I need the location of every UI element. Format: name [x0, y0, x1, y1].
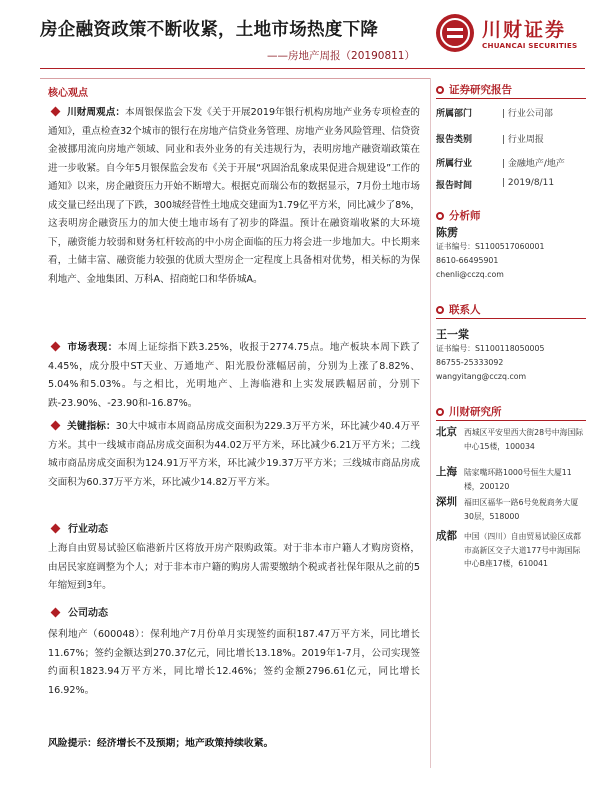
para-lead: 关键指标： [67, 421, 116, 432]
para-lead: 川财周观点： [67, 107, 126, 118]
para-market [48, 339, 420, 413]
analyst-cert: 证书编号：S1100517060001 [436, 242, 545, 251]
report-title: 房企融资政策不断收紧，土地市场热度下降 [40, 20, 379, 40]
subtitle-divider [40, 78, 430, 79]
bullet-diamond-icon [51, 107, 61, 117]
contact-name: 王一棠 [436, 328, 469, 341]
sidebar-divider [436, 98, 586, 99]
company-text: 保利地产（600048）：保利地产7月份单月实现签约面积187.47万平方米，同比增长11.67%；签约金额达到270.37亿元，同比增长13.18%。2019年1-7月，公司实现签约面积1823.94万平方米，同比增长12.46%；签约金额2796.61亿元，同比增长16.92%。 [48, 629, 420, 696]
bullet-diamond-icon [51, 608, 61, 618]
report-head: 证券研究报告 [436, 82, 512, 97]
para-text: 本周银保监会下发《关于开展2019年银行机构房地产业务专项检查的通知》，重点检查32个城市的银行在房地产信贷业务管理、房地产业务风险管理、信贷资金被挪用流向房地产领域、同业和表外业务的有关违规行为，表明房地产融资端政策在进一步收紧。自今年5月银保监会发布《关于开展“巩固治乱象成果促进合规建设”工作的通知》以来，房企融资压力开始不断增大。根据克而瑞公布的数据显示，7月份土地市场成交量已经出现了下跌，300城经营性土地成交建面为1.79亿平方米，同比减少了8%，这表明房企融资压力的加大使土地市场有了初步的降温。预计在融资端收紧的大环境下，融资能力较弱和财务杠杆较高的中小房企面临的压力将会进一步地加大。中长期来看，土储丰富、融资能力较强的优质大型房企一定程度上具备相对优势，相关标的为保利地产、金地集团、万科A、招商蛇口和华侨城A。 [48, 107, 420, 285]
header-divider [40, 68, 585, 69]
office-address: 陆家嘴环路1000号恒生大厦11楼，200120 [464, 468, 572, 491]
circle-bullet-icon [436, 86, 444, 94]
contact-cert: 证书编号：S1100118050005 [436, 344, 545, 353]
para-weekly-view [48, 104, 420, 289]
logo-text-en: CHUANCAI SECURITIES [482, 41, 578, 50]
circle-bullet-icon [436, 306, 444, 314]
main-column [40, 82, 430, 772]
office-city: 成都 [436, 530, 457, 542]
contact-phone: 86755-25333092 [436, 358, 504, 367]
contact-head: 联系人 [436, 302, 481, 317]
sidebar-divider [436, 420, 586, 421]
office-address: 福田区福华一路6号免税商务大厦30层，518000 [464, 498, 579, 521]
circle-bullet-icon [436, 212, 444, 220]
office-address: 中国（四川）自由贸易试验区成都市高新区交子大道177号中海国际中心B座17楼，610041 [464, 532, 581, 568]
company-logo [436, 14, 586, 54]
column-divider [430, 78, 431, 768]
bullet-diamond-icon [51, 342, 61, 352]
analyst-head: 分析师 [436, 208, 481, 223]
contact-email[interactable]: wangyitang@cczq.com [436, 372, 527, 381]
institute-head: 川财研究所 [436, 404, 502, 419]
logo-emblem-icon [436, 14, 474, 52]
logo-text-cn: 川财证券 [482, 19, 567, 41]
circle-bullet-icon [436, 408, 444, 416]
bullet-diamond-icon [51, 421, 61, 431]
analyst-phone: 8610-66495901 [436, 256, 499, 265]
analyst-email[interactable]: chenli@cczq.com [436, 270, 504, 279]
analyst-name: 陈雳 [436, 226, 458, 239]
industry-head: 行业动态 [48, 520, 108, 535]
para-text: 30大中城市本周商品房成交面积为229.3万平方米，环比减少40.4万平方米。其中一线城市商品房成交面积为44.02万平方米，环比减少6.21万平方米；二线城市商品房成交面积为124.91万平方米，环比减少19.37万平方米；三线城市商品房成交面积为60.37万平方米，环比减少14.82万平方米。 [48, 421, 420, 488]
risk-warning: 风险提示：经济增长不及预期；地产政策持续收紧。 [48, 738, 274, 749]
office-city: 北京 [436, 426, 457, 438]
office-city: 上海 [436, 466, 457, 478]
report-subtitle: ——房地产周报（20190811） [267, 50, 415, 62]
office-address: 西城区平安里西大街28号中海国际中心15楼，100034 [464, 428, 584, 451]
para-lead: 市场表现： [67, 342, 118, 353]
sidebar-divider [436, 318, 586, 319]
bullet-diamond-icon [51, 524, 61, 534]
para-indicators [48, 418, 420, 492]
para-text: 本周上证综指下跌3.25%，收报于2774.75点。地产板块本周下跌了4.45%，成分股中ST天业、万通地产、阳光股份涨幅居前，分别为上涨了8.82%、5.04%和5.03%。与之相比，光明地产、上海临港和上实发展跌幅居前，分别下跌-23.90%、-23.90和-16.87%。 [48, 342, 420, 409]
company-head: 公司动态 [48, 604, 108, 619]
office-city: 深圳 [436, 496, 457, 508]
industry-text: 上海自由贸易试验区临港新片区将放开房产限购政策。对于非本市户籍人才购房资格，由居民家庭调整为个人；对于非本市户籍的购房人需要缴纳个税或者社保年限从之前的5年缩短到3年。 [48, 543, 420, 591]
section-title: 核心观点 [48, 88, 88, 99]
